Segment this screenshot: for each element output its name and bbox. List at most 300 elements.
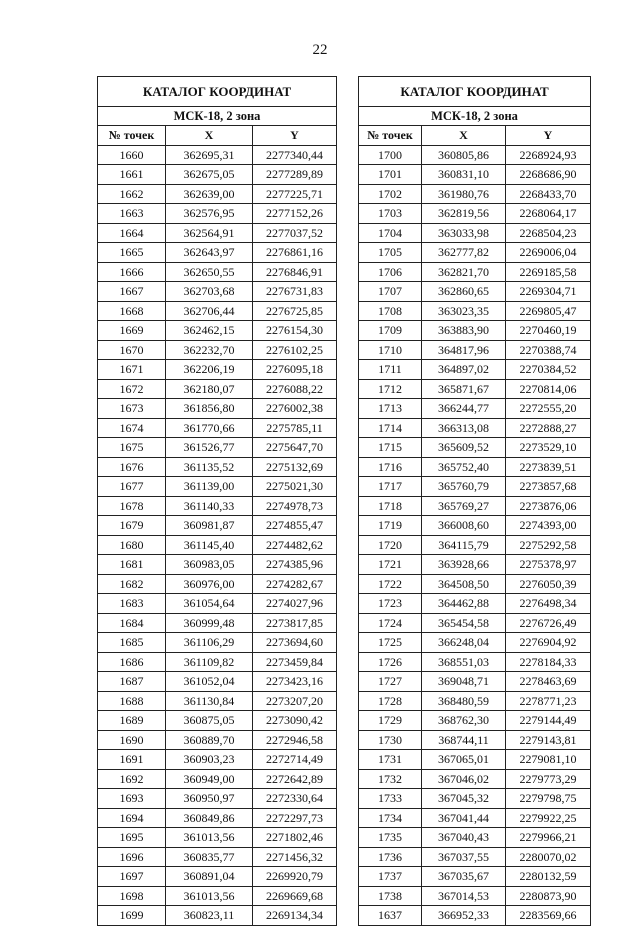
y-coordinate-cell: 2272330,64 (253, 789, 337, 809)
table-row (359, 418, 591, 438)
y-coordinate-cell: 2276088,22 (253, 379, 337, 399)
y-coordinate-cell: 2270814,06 (506, 379, 591, 399)
y-coordinate-cell: 2273857,68 (506, 477, 591, 497)
table-row (98, 438, 337, 458)
point-number-cell: 1734 (359, 808, 422, 828)
point-number-cell: 1685 (98, 633, 166, 653)
y-coordinate-cell: 2273817,85 (253, 613, 337, 633)
x-coordinate-cell: 367045,32 (422, 789, 506, 809)
x-coordinate-cell: 361109,82 (166, 652, 253, 672)
table-row (359, 769, 591, 789)
table-row (98, 165, 337, 185)
point-number-cell: 1738 (359, 886, 422, 906)
point-number-cell: 1716 (359, 457, 422, 477)
table-row (98, 204, 337, 224)
point-number-cell: 1666 (98, 262, 166, 282)
y-coordinate-cell: 2276050,39 (506, 574, 591, 594)
y-coordinate-cell: 2278184,33 (506, 652, 591, 672)
y-coordinate-cell: 2274482,62 (253, 535, 337, 555)
table-row (98, 574, 337, 594)
point-number-cell: 1719 (359, 516, 422, 536)
x-coordinate-cell: 365760,79 (422, 477, 506, 497)
point-number-cell: 1677 (98, 477, 166, 497)
x-coordinate-cell: 366244,77 (422, 399, 506, 419)
table-row (359, 145, 591, 165)
table-row (98, 301, 337, 321)
table-row (359, 867, 591, 887)
x-coordinate-cell: 367035,67 (422, 867, 506, 887)
table-row (98, 516, 337, 536)
table-row (98, 750, 337, 770)
point-number-cell: 1688 (98, 691, 166, 711)
table-row (98, 418, 337, 438)
y-coordinate-cell: 2279798,75 (506, 789, 591, 809)
x-coordinate-cell: 361770,66 (166, 418, 253, 438)
y-coordinate-cell: 2274385,96 (253, 555, 337, 575)
x-coordinate-cell: 363928,66 (422, 555, 506, 575)
table-row (98, 886, 337, 906)
point-number-cell: 1733 (359, 789, 422, 809)
table-row (359, 282, 591, 302)
y-coordinate-cell: 2275132,69 (253, 457, 337, 477)
x-coordinate-cell: 367040,43 (422, 828, 506, 848)
table-row (98, 535, 337, 555)
table-row (359, 789, 591, 809)
point-number-cell: 1682 (98, 574, 166, 594)
y-coordinate-cell: 2268504,23 (506, 223, 591, 243)
table-row (98, 184, 337, 204)
x-coordinate-cell: 368762,30 (422, 711, 506, 731)
table-row (359, 672, 591, 692)
point-number-cell: 1676 (98, 457, 166, 477)
point-number-cell: 1724 (359, 613, 422, 633)
y-coordinate-cell: 2275292,58 (506, 535, 591, 555)
y-coordinate-cell: 2277289,89 (253, 165, 337, 185)
table-row (98, 243, 337, 263)
y-coordinate-cell: 2276095,18 (253, 360, 337, 380)
x-coordinate-cell: 362462,15 (166, 321, 253, 341)
table-row (98, 633, 337, 653)
x-coordinate-cell: 360949,00 (166, 769, 253, 789)
y-coordinate-cell: 2276154,30 (253, 321, 337, 341)
table-row (98, 711, 337, 731)
table-row (359, 321, 591, 341)
point-number-cell: 1695 (98, 828, 166, 848)
y-coordinate-cell: 2273839,51 (506, 457, 591, 477)
x-coordinate-cell: 368551,03 (422, 652, 506, 672)
y-coordinate-cell: 2273207,20 (253, 691, 337, 711)
x-coordinate-cell: 367037,55 (422, 847, 506, 867)
table-row (359, 750, 591, 770)
point-number-cell: 1726 (359, 652, 422, 672)
y-coordinate-cell: 2270460,19 (506, 321, 591, 341)
x-coordinate-cell: 360889,70 (166, 730, 253, 750)
point-number-cell: 1730 (359, 730, 422, 750)
table-row (359, 730, 591, 750)
y-coordinate-cell: 2273876,06 (506, 496, 591, 516)
point-number-cell: 1670 (98, 340, 166, 360)
table-row (359, 360, 591, 380)
table-row (98, 594, 337, 614)
table-row (359, 477, 591, 497)
point-number-cell: 1696 (98, 847, 166, 867)
x-coordinate-cell: 362860,65 (422, 282, 506, 302)
table-row (359, 204, 591, 224)
table-row (359, 808, 591, 828)
header-y: Y (253, 126, 337, 146)
x-coordinate-cell: 361130,84 (166, 691, 253, 711)
x-coordinate-cell: 361140,33 (166, 496, 253, 516)
point-number-cell: 1703 (359, 204, 422, 224)
point-number-cell: 1720 (359, 535, 422, 555)
x-coordinate-cell: 361052,04 (166, 672, 253, 692)
table-row (359, 633, 591, 653)
y-coordinate-cell: 2270388,74 (506, 340, 591, 360)
coordinate-catalog-left (97, 76, 337, 926)
point-number-cell: 1713 (359, 399, 422, 419)
y-coordinate-cell: 2274282,67 (253, 574, 337, 594)
table-row (98, 555, 337, 575)
y-coordinate-cell: 2269185,58 (506, 262, 591, 282)
point-number-cell: 1671 (98, 360, 166, 380)
y-coordinate-cell: 2273423,16 (253, 672, 337, 692)
y-coordinate-cell: 2272946,58 (253, 730, 337, 750)
x-coordinate-cell: 365752,40 (422, 457, 506, 477)
y-coordinate-cell: 2276725,85 (253, 301, 337, 321)
table-row (359, 301, 591, 321)
table-row (359, 184, 591, 204)
y-coordinate-cell: 2280070,02 (506, 847, 591, 867)
table-row (359, 594, 591, 614)
x-coordinate-cell: 360999,48 (166, 613, 253, 633)
point-number-cell: 1694 (98, 808, 166, 828)
y-coordinate-cell: 2270384,52 (506, 360, 591, 380)
x-coordinate-cell: 360849,86 (166, 808, 253, 828)
table-row (359, 847, 591, 867)
y-coordinate-cell: 2269134,34 (253, 906, 337, 926)
y-coordinate-cell: 2280873,90 (506, 886, 591, 906)
point-number-cell: 1689 (98, 711, 166, 731)
x-coordinate-cell: 362777,82 (422, 243, 506, 263)
point-number-cell: 1728 (359, 691, 422, 711)
coordinate-catalog-right (358, 76, 591, 926)
y-coordinate-cell: 2279081,10 (506, 750, 591, 770)
point-number-cell: 1687 (98, 672, 166, 692)
coordinate-system-zone: МСК-18, 2 зона (98, 107, 337, 126)
x-coordinate-cell: 362695,31 (166, 145, 253, 165)
x-coordinate-cell: 367065,01 (422, 750, 506, 770)
point-number-cell: 1667 (98, 282, 166, 302)
x-coordinate-cell: 363033,98 (422, 223, 506, 243)
table-row (359, 574, 591, 594)
point-number-cell: 1707 (359, 282, 422, 302)
x-coordinate-cell: 362180,07 (166, 379, 253, 399)
table-row (359, 243, 591, 263)
table-row (98, 360, 337, 380)
table-row (359, 691, 591, 711)
catalog-title: КАТАЛОГ КООРДИНАТ (98, 77, 337, 107)
y-coordinate-cell: 2268064,17 (506, 204, 591, 224)
point-number-cell: 1723 (359, 594, 422, 614)
y-coordinate-cell: 2278463,69 (506, 672, 591, 692)
point-number-cell: 1672 (98, 379, 166, 399)
table-row (98, 789, 337, 809)
point-number-cell: 1725 (359, 633, 422, 653)
x-coordinate-cell: 365454,58 (422, 613, 506, 633)
table-row (98, 282, 337, 302)
table-row (359, 711, 591, 731)
y-coordinate-cell: 2279143,81 (506, 730, 591, 750)
y-coordinate-cell: 2283569,66 (506, 906, 591, 926)
x-coordinate-cell: 367041,44 (422, 808, 506, 828)
table-row (359, 399, 591, 419)
point-number-cell: 1702 (359, 184, 422, 204)
point-number-cell: 1710 (359, 340, 422, 360)
y-coordinate-cell: 2276731,83 (253, 282, 337, 302)
x-coordinate-cell: 363883,90 (422, 321, 506, 341)
point-number-cell: 1668 (98, 301, 166, 321)
x-coordinate-cell: 364897,02 (422, 360, 506, 380)
x-coordinate-cell: 364115,79 (422, 535, 506, 555)
table-row (98, 613, 337, 633)
point-number-cell: 1731 (359, 750, 422, 770)
table-row (98, 847, 337, 867)
y-coordinate-cell: 2272555,20 (506, 399, 591, 419)
x-coordinate-cell: 362206,19 (166, 360, 253, 380)
y-coordinate-cell: 2276904,92 (506, 633, 591, 653)
x-coordinate-cell: 362232,70 (166, 340, 253, 360)
point-number-cell: 1736 (359, 847, 422, 867)
point-number-cell: 1698 (98, 886, 166, 906)
table-row (359, 516, 591, 536)
point-number-cell: 1697 (98, 867, 166, 887)
y-coordinate-cell: 2269669,68 (253, 886, 337, 906)
y-coordinate-cell: 2272714,49 (253, 750, 337, 770)
table-row (98, 769, 337, 789)
y-coordinate-cell: 2277340,44 (253, 145, 337, 165)
x-coordinate-cell: 367014,53 (422, 886, 506, 906)
point-number-cell: 1732 (359, 769, 422, 789)
header-point-number: № точек (359, 126, 422, 146)
x-coordinate-cell: 362564,91 (166, 223, 253, 243)
point-number-cell: 1699 (98, 906, 166, 926)
point-number-cell: 1717 (359, 477, 422, 497)
x-coordinate-cell: 361526,77 (166, 438, 253, 458)
x-coordinate-cell: 369048,71 (422, 672, 506, 692)
point-number-cell: 1637 (359, 906, 422, 926)
table-row (98, 145, 337, 165)
point-number-cell: 1678 (98, 496, 166, 516)
table-row (98, 730, 337, 750)
y-coordinate-cell: 2276726,49 (506, 613, 591, 633)
x-coordinate-cell: 361139,00 (166, 477, 253, 497)
header-point-number: № точек (98, 126, 166, 146)
point-number-cell: 1664 (98, 223, 166, 243)
x-coordinate-cell: 362675,05 (166, 165, 253, 185)
table-row (359, 165, 591, 185)
point-number-cell: 1675 (98, 438, 166, 458)
x-coordinate-cell: 361135,52 (166, 457, 253, 477)
point-number-cell: 1722 (359, 574, 422, 594)
table-row (98, 828, 337, 848)
x-coordinate-cell: 366008,60 (422, 516, 506, 536)
y-coordinate-cell: 2269006,04 (506, 243, 591, 263)
table-row (359, 438, 591, 458)
table-row (359, 223, 591, 243)
point-number-cell: 1665 (98, 243, 166, 263)
point-number-cell: 1729 (359, 711, 422, 731)
y-coordinate-cell: 2276861,16 (253, 243, 337, 263)
x-coordinate-cell: 361856,80 (166, 399, 253, 419)
y-coordinate-cell: 2269805,47 (506, 301, 591, 321)
x-coordinate-cell: 368480,59 (422, 691, 506, 711)
point-number-cell: 1693 (98, 789, 166, 809)
y-coordinate-cell: 2274855,47 (253, 516, 337, 536)
x-coordinate-cell: 368744,11 (422, 730, 506, 750)
point-number-cell: 1669 (98, 321, 166, 341)
table-row (359, 652, 591, 672)
point-number-cell: 1691 (98, 750, 166, 770)
point-number-cell: 1715 (359, 438, 422, 458)
point-number-cell: 1701 (359, 165, 422, 185)
x-coordinate-cell: 361145,40 (166, 535, 253, 555)
point-number-cell: 1683 (98, 594, 166, 614)
point-number-cell: 1727 (359, 672, 422, 692)
x-coordinate-cell: 364817,96 (422, 340, 506, 360)
header-y: Y (506, 126, 591, 146)
x-coordinate-cell: 362576,95 (166, 204, 253, 224)
point-number-cell: 1711 (359, 360, 422, 380)
y-coordinate-cell: 2274027,96 (253, 594, 337, 614)
x-coordinate-cell: 362703,68 (166, 282, 253, 302)
x-coordinate-cell: 360950,97 (166, 789, 253, 809)
x-coordinate-cell: 361106,29 (166, 633, 253, 653)
y-coordinate-cell: 2268433,70 (506, 184, 591, 204)
header-x: X (166, 126, 253, 146)
header-x: X (422, 126, 506, 146)
y-coordinate-cell: 2276846,91 (253, 262, 337, 282)
table-row (98, 496, 337, 516)
x-coordinate-cell: 360981,87 (166, 516, 253, 536)
y-coordinate-cell: 2277225,71 (253, 184, 337, 204)
table-row (98, 906, 337, 926)
y-coordinate-cell: 2273694,60 (253, 633, 337, 653)
table-row (98, 321, 337, 341)
y-coordinate-cell: 2275021,30 (253, 477, 337, 497)
y-coordinate-cell: 2278771,23 (506, 691, 591, 711)
y-coordinate-cell: 2269920,79 (253, 867, 337, 887)
x-coordinate-cell: 360903,23 (166, 750, 253, 770)
y-coordinate-cell: 2268686,90 (506, 165, 591, 185)
x-coordinate-cell: 364462,88 (422, 594, 506, 614)
point-number-cell: 1663 (98, 204, 166, 224)
table-row (359, 906, 591, 926)
point-number-cell: 1660 (98, 145, 166, 165)
table-row (98, 223, 337, 243)
table-row (98, 399, 337, 419)
catalog-title: КАТАЛОГ КООРДИНАТ (359, 77, 591, 107)
point-number-cell: 1705 (359, 243, 422, 263)
x-coordinate-cell: 366952,33 (422, 906, 506, 926)
coordinate-system-zone: МСК-18, 2 зона (359, 107, 591, 126)
x-coordinate-cell: 360976,00 (166, 574, 253, 594)
table-row (98, 867, 337, 887)
x-coordinate-cell: 362821,70 (422, 262, 506, 282)
y-coordinate-cell: 2277037,52 (253, 223, 337, 243)
point-number-cell: 1680 (98, 535, 166, 555)
x-coordinate-cell: 360831,10 (422, 165, 506, 185)
y-coordinate-cell: 2273529,10 (506, 438, 591, 458)
x-coordinate-cell: 365609,52 (422, 438, 506, 458)
table-row (359, 262, 591, 282)
point-number-cell: 1712 (359, 379, 422, 399)
table-row (98, 672, 337, 692)
table-row (359, 886, 591, 906)
point-number-cell: 1704 (359, 223, 422, 243)
y-coordinate-cell: 2274978,73 (253, 496, 337, 516)
point-number-cell: 1709 (359, 321, 422, 341)
y-coordinate-cell: 2271456,32 (253, 847, 337, 867)
point-number-cell: 1708 (359, 301, 422, 321)
y-coordinate-cell: 2276498,34 (506, 594, 591, 614)
page-number: 22 (312, 42, 328, 58)
y-coordinate-cell: 2269304,71 (506, 282, 591, 302)
x-coordinate-cell: 363023,35 (422, 301, 506, 321)
point-number-cell: 1718 (359, 496, 422, 516)
x-coordinate-cell: 362643,97 (166, 243, 253, 263)
point-number-cell: 1681 (98, 555, 166, 575)
y-coordinate-cell: 2271802,46 (253, 828, 337, 848)
point-number-cell: 1706 (359, 262, 422, 282)
x-coordinate-cell: 362650,55 (166, 262, 253, 282)
y-coordinate-cell: 2275647,70 (253, 438, 337, 458)
y-coordinate-cell: 2279144,49 (506, 711, 591, 731)
y-coordinate-cell: 2280132,59 (506, 867, 591, 887)
x-coordinate-cell: 361013,56 (166, 828, 253, 848)
point-number-cell: 1674 (98, 418, 166, 438)
point-number-cell: 1737 (359, 867, 422, 887)
y-coordinate-cell: 2273090,42 (253, 711, 337, 731)
point-number-cell: 1679 (98, 516, 166, 536)
x-coordinate-cell: 361013,56 (166, 886, 253, 906)
y-coordinate-cell: 2268924,93 (506, 145, 591, 165)
point-number-cell: 1700 (359, 145, 422, 165)
x-coordinate-cell: 360805,86 (422, 145, 506, 165)
y-coordinate-cell: 2272642,89 (253, 769, 337, 789)
x-coordinate-cell: 366248,04 (422, 633, 506, 653)
y-coordinate-cell: 2279922,25 (506, 808, 591, 828)
table-row (359, 340, 591, 360)
x-coordinate-cell: 364508,50 (422, 574, 506, 594)
x-coordinate-cell: 367046,02 (422, 769, 506, 789)
point-number-cell: 1690 (98, 730, 166, 750)
x-coordinate-cell: 366313,08 (422, 418, 506, 438)
point-number-cell: 1735 (359, 828, 422, 848)
y-coordinate-cell: 2279773,29 (506, 769, 591, 789)
point-number-cell: 1662 (98, 184, 166, 204)
x-coordinate-cell: 365871,67 (422, 379, 506, 399)
point-number-cell: 1661 (98, 165, 166, 185)
x-coordinate-cell: 360823,11 (166, 906, 253, 926)
y-coordinate-cell: 2274393,00 (506, 516, 591, 536)
y-coordinate-cell: 2276002,38 (253, 399, 337, 419)
x-coordinate-cell: 362819,56 (422, 204, 506, 224)
table-row (359, 828, 591, 848)
x-coordinate-cell: 361054,64 (166, 594, 253, 614)
table-row (98, 477, 337, 497)
table-row (98, 652, 337, 672)
table-row (359, 613, 591, 633)
